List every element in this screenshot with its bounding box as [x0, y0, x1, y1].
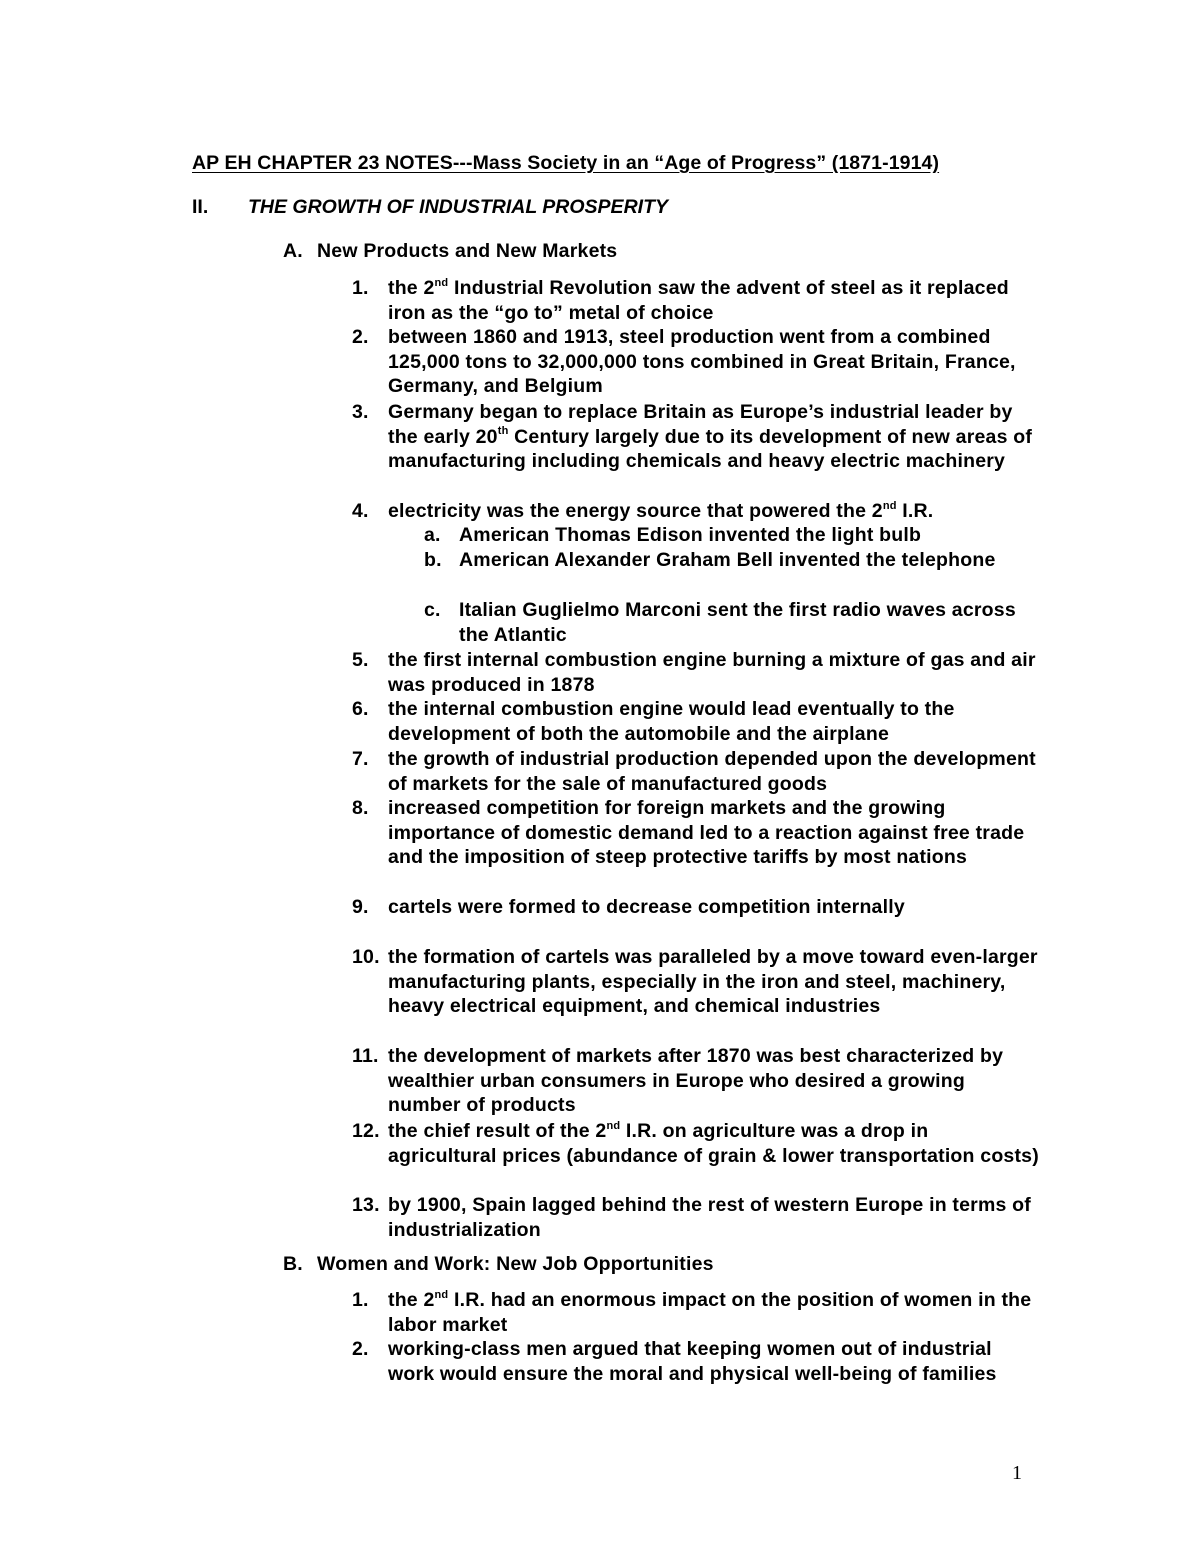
- section-heading: [192, 196, 668, 219]
- text-run: the 2: [388, 277, 435, 299]
- subsection-heading-b: [283, 1253, 714, 1276]
- subitem-text: American Thomas Edison invented the light bulb: [459, 524, 922, 546]
- item-text: [388, 1119, 1042, 1168]
- item-number: 7.: [352, 748, 369, 770]
- list-item: [352, 400, 1042, 474]
- item-text: the formation of cartels was paralleled by a move toward even-larger manufacturing plants, especially in the iron and steel, machinery, heavy electrical equipment, and chemical industries: [388, 946, 1038, 1018]
- text-run: Industrial Revolution saw the advent of steel as it replaced iron as the “go to” metal of choice: [388, 277, 1009, 324]
- list-item: [352, 1193, 1042, 1242]
- subsection-letter: B.: [283, 1253, 303, 1275]
- sub-list-item: [424, 598, 1024, 647]
- superscript: nd: [434, 1288, 449, 1301]
- list-item: [352, 1119, 1042, 1168]
- item-number: 10.: [352, 946, 380, 968]
- list-item: [352, 747, 1042, 796]
- item-number: 3.: [352, 401, 369, 423]
- item-number: 2.: [352, 326, 369, 348]
- item-number: 6.: [352, 698, 369, 720]
- item-text: between 1860 and 1913, steel production went from a combined 125,000 tons to 32,000,000 tons combined in Great Britain, France, Germany, and Belgium: [388, 326, 1016, 398]
- sub-list-item: [424, 523, 1024, 548]
- subitem-letter: a.: [424, 524, 441, 546]
- text-run: Century largely due to its development of new areas of manufacturing including chemicals and heavy electric machinery: [388, 425, 1033, 473]
- section-title: THE GROWTH OF INDUSTRIAL PROSPERITY: [248, 196, 668, 218]
- item-number: 1.: [352, 1289, 369, 1311]
- text-run: I.R. on agriculture was a drop in agricultural prices (abundance of grain & lower transportation costs): [388, 1120, 1039, 1167]
- text-run: the 2: [388, 1289, 435, 1311]
- superscript: th: [497, 425, 509, 438]
- item-text: [388, 276, 1042, 325]
- item-text: increased competition for foreign markets and the growing importance of domestic demand led to a reaction against free trade and the imposition of steep protective tariffs by most nations: [388, 797, 1025, 869]
- subitem-text: American Alexander Graham Bell invented the telephone: [459, 549, 996, 571]
- item-number: 1.: [352, 277, 369, 299]
- list-item: [352, 796, 1042, 870]
- subitem-letter: c.: [424, 599, 441, 621]
- item-text: working-class men argued that keeping women out of industrial work would ensure the moral and physical well-being of families: [388, 1338, 997, 1385]
- list-item: [352, 276, 1042, 325]
- item-text: [388, 400, 1042, 474]
- item-text: cartels were formed to decrease competition internally: [388, 896, 905, 918]
- item-number: 9.: [352, 896, 369, 918]
- item-number: 12.: [352, 1120, 380, 1142]
- subsection-letter: A.: [283, 240, 303, 262]
- list-item: [352, 1337, 1042, 1386]
- list-item: [352, 895, 1042, 920]
- item-number: 4.: [352, 500, 369, 522]
- item-text: the internal combustion engine would lead eventually to the development of both the automobile and the airplane: [388, 698, 955, 745]
- item-number: 11.: [352, 1045, 379, 1067]
- text-run: Germany began to replace Britain as Europe’s industrial leader by the early 20: [388, 401, 1013, 448]
- item-text: [388, 499, 1042, 524]
- item-number: 2.: [352, 1338, 369, 1360]
- subsection-heading-a: [283, 240, 617, 263]
- page-number: 1: [1012, 1462, 1022, 1484]
- list-item: [352, 1044, 1042, 1118]
- list-item: [352, 1288, 1042, 1337]
- subitem-text: Italian Guglielmo Marconi sent the first radio waves across the Atlantic: [459, 599, 1016, 646]
- superscript: nd: [882, 499, 897, 512]
- item-text: the first internal combustion engine burning a mixture of gas and air was produced in 1878: [388, 649, 1036, 696]
- item-number: 8.: [352, 797, 369, 819]
- text-run: electricity was the energy source that powered the 2: [388, 500, 883, 522]
- document-title: AP EH CHAPTER 23 NOTES---Mass Society in an “Age of Progress” (1871-1914): [192, 152, 940, 174]
- superscript: nd: [606, 1119, 621, 1132]
- list-item: [352, 945, 1042, 1019]
- text-run: I.R.: [896, 500, 934, 522]
- subitem-letter: b.: [424, 549, 442, 571]
- section-numeral: II.: [192, 196, 209, 218]
- superscript: nd: [434, 276, 449, 289]
- subsection-title: New Products and New Markets: [317, 240, 618, 262]
- list-item: [352, 325, 1042, 399]
- item-text: the growth of industrial production depended upon the development of markets for the sale of manufactured goods: [388, 748, 1036, 795]
- text-run: the chief result of the 2: [388, 1120, 607, 1142]
- item-text: [388, 1288, 1042, 1337]
- item-number: 5.: [352, 649, 369, 671]
- text-run: I.R. had an enormous impact on the position of women in the labor market: [388, 1289, 1032, 1336]
- list-item: [352, 648, 1042, 697]
- sub-list-item: [424, 548, 1024, 573]
- item-text: by 1900, Spain lagged behind the rest of western Europe in terms of industrialization: [388, 1194, 1031, 1241]
- list-item: [352, 697, 1042, 746]
- subsection-title: Women and Work: New Job Opportunities: [317, 1253, 714, 1275]
- item-number: 13.: [352, 1194, 380, 1216]
- list-item: [352, 499, 1042, 524]
- item-text: the development of markets after 1870 was best characterized by wealthier urban consumers in Europe who desired a growing number of products: [388, 1045, 1004, 1117]
